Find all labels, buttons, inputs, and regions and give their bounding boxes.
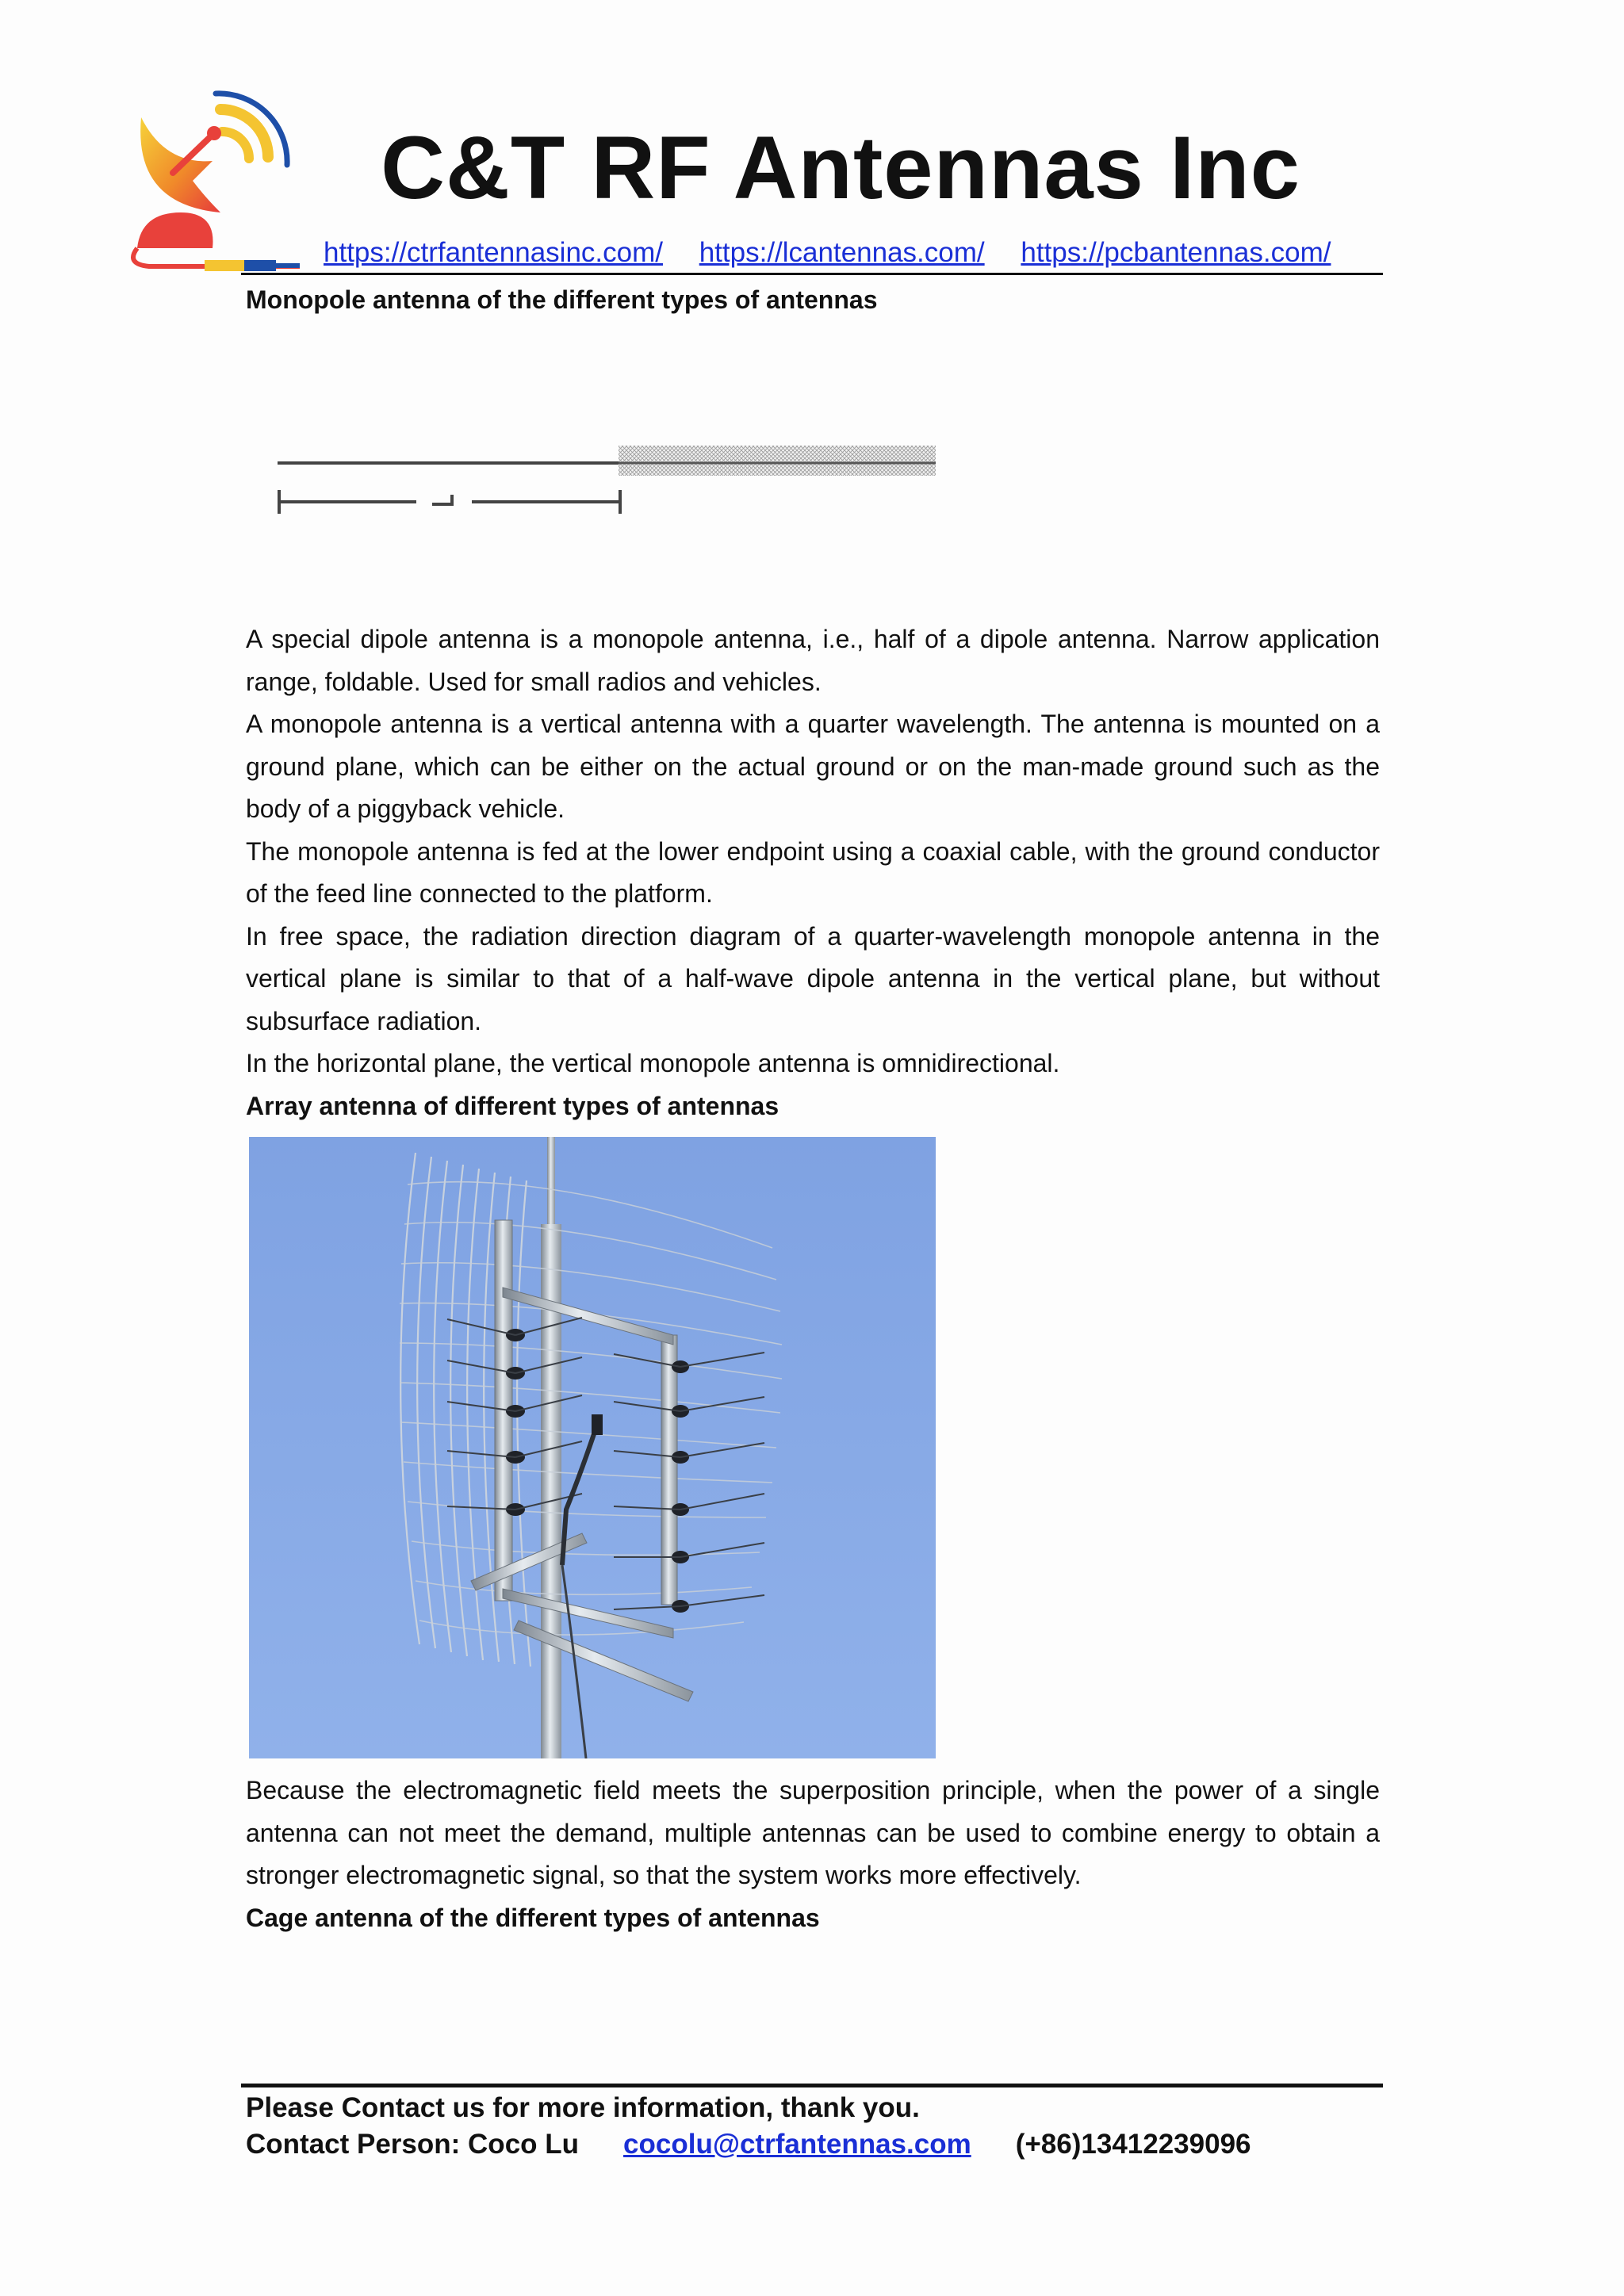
website-links	[324, 236, 1359, 270]
header-divider	[241, 273, 1383, 275]
footer-divider	[241, 2084, 1383, 2087]
section-heading-array: Array antenna of different types of antennas	[246, 1091, 779, 1120]
link-lcantennas[interactable]: https://lcantennas.com/	[699, 237, 985, 268]
footer-contact	[246, 2126, 1380, 2163]
contact-email-link[interactable]: cocolu@ctrfantennas.com	[623, 2129, 971, 2160]
company-logo-icon	[117, 86, 300, 276]
contact-person: Contact Person: Coco Lu	[246, 2129, 580, 2160]
monopole-antenna-diagram	[270, 434, 944, 522]
paragraph: The monopole antenna is fed at the lower endpoint using a coaxial cable, with the ground conductor of the feed line connected to the platform.	[246, 836, 1380, 908]
link-pcbantennas[interactable]: https://pcbantennas.com/	[1021, 237, 1331, 268]
paragraph: In free space, the radiation direction diagram of a quarter-wavelength monopole antenna in the vertical plane is similar to that of a half-wave dipole antenna in the vertical plane, but without subsurface radiation.	[246, 921, 1380, 1035]
footer	[246, 2090, 1380, 2163]
array-antenna-photo	[249, 1137, 936, 1758]
paragraph: A monopole antenna is a vertical antenna with a quarter wavelength. The antenna is mounted on a ground plane, which can be either on the actual ground or on the man-made ground such as the body of a piggyback vehicle.	[246, 710, 1380, 823]
paragraph: A special dipole antenna is a monopole antenna, i.e., half of a dipole antenna. Narrow application range, foldable. Used for small radios and vehicles.	[246, 625, 1380, 696]
paragraph: In the horizontal plane, the vertical monopole antenna is omnidirectional.	[246, 1049, 1060, 1077]
link-ctrfantennasinc[interactable]: https://ctrfantennasinc.com/	[324, 237, 663, 268]
company-name: C&T RF Antennas Inc	[381, 118, 1300, 217]
paragraph: Because the electromagnetic field meets the superposition principle, when the power of a single antenna can not meet the demand, multiple antennas can be used to combine energy to obtain a stronger electromagnetic signal, so that the system works more effectively.	[246, 1776, 1380, 1889]
section-heading-cage: Cage antenna of the different types of antennas	[246, 1903, 820, 1932]
footer-message: Please Contact us for more information, thank you.	[246, 2092, 920, 2123]
contact-phone: (+86)13412239096	[1015, 2129, 1251, 2160]
section-heading-monopole: Monopole antenna of the different types of antennas	[246, 285, 878, 314]
